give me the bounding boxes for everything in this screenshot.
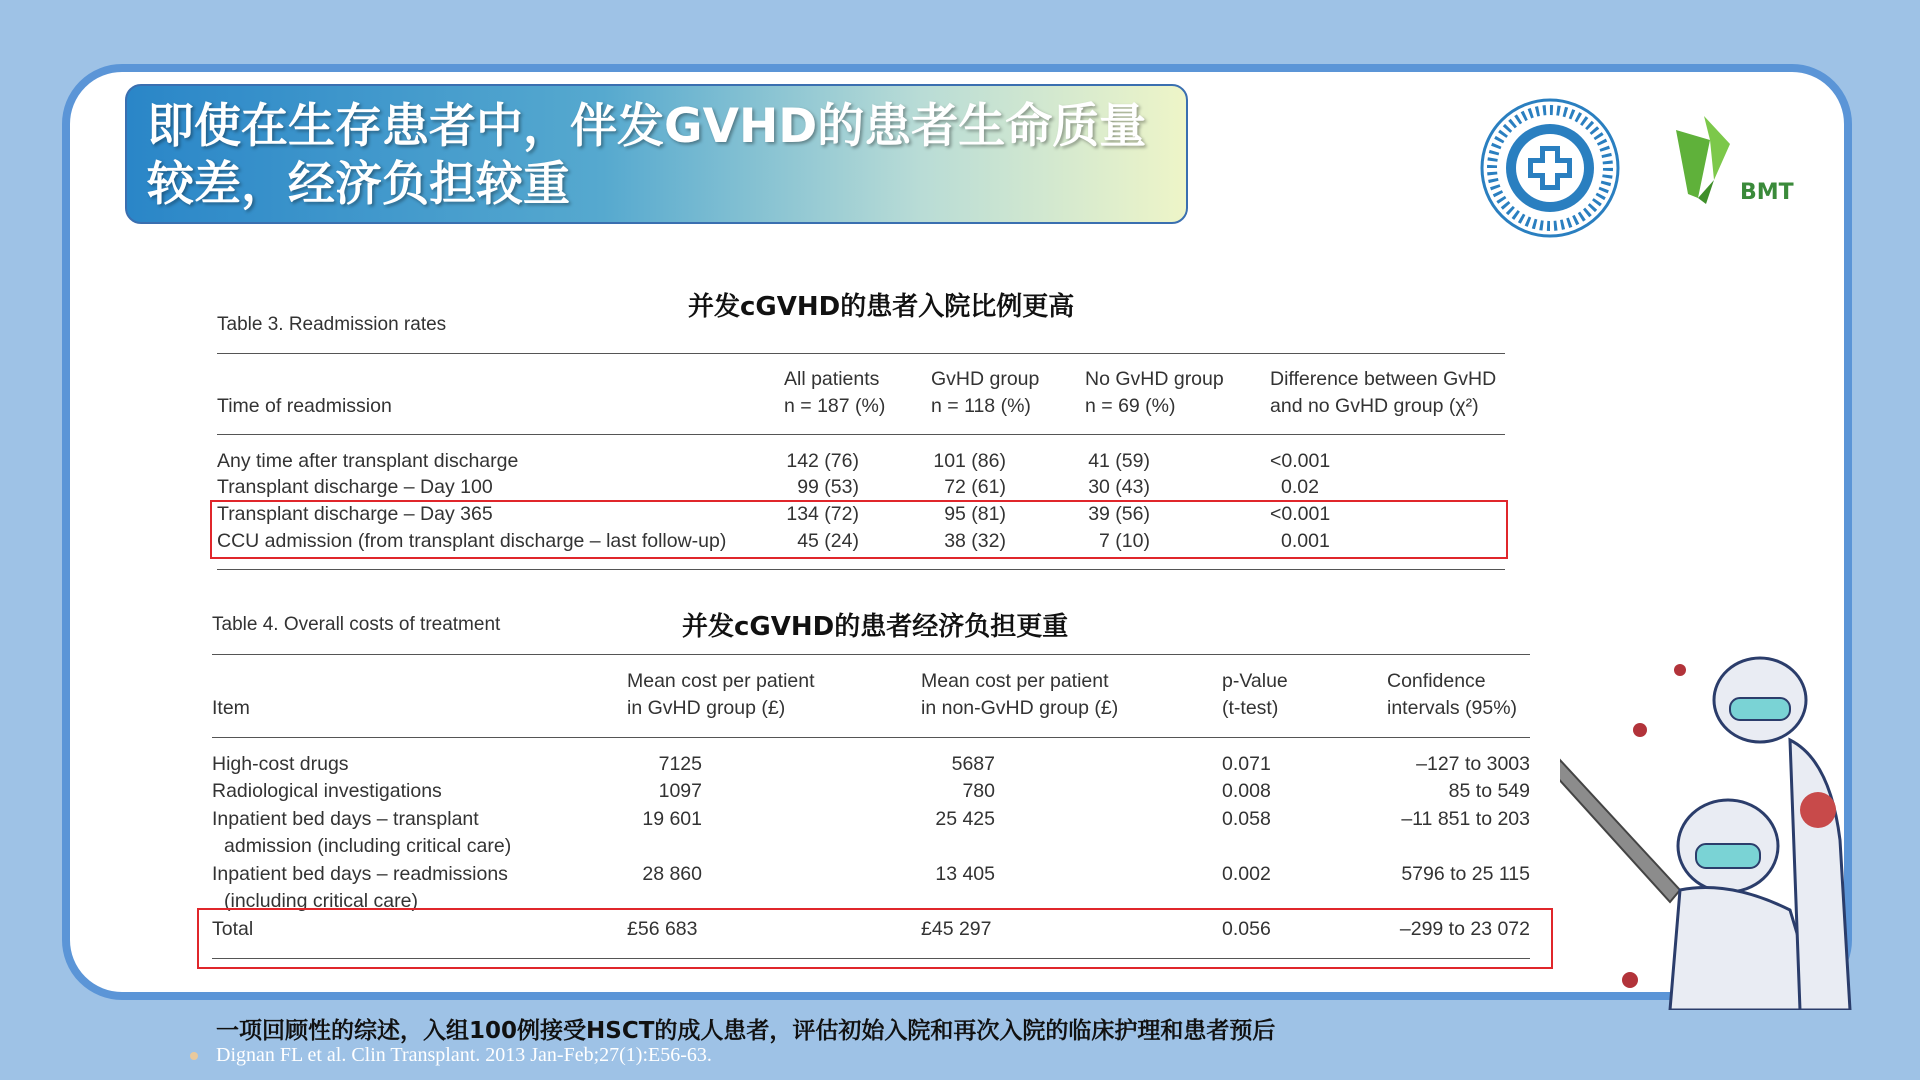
table3-row2-diff: 0.02 xyxy=(1281,476,1319,498)
citation-bullet-icon xyxy=(190,1052,198,1060)
footer-note: 一项回顾性的综述，入组100例接受HSCT的成人患者，评估初始入院和再次入院的临床护理和患者预后 xyxy=(216,1018,1276,1044)
table3-row3-label: Transplant discharge – Day 365 xyxy=(217,503,493,525)
table4-row3-item-cont: admission (including critical care) xyxy=(224,835,512,857)
table3-row1-label: Any time after transplant discharge xyxy=(217,450,519,472)
table4-row5-ci: –299 to 23 072 xyxy=(1399,918,1530,940)
table4-header-gvhd-l2: in GvHD group (£) xyxy=(627,697,786,719)
table3-row2-label: Transplant discharge – Day 100 xyxy=(217,476,493,498)
table3-header-nogvhd-l1: No GvHD group xyxy=(1085,368,1224,390)
table3-row4-label: CCU admission (from transplant discharge – last follow-up) xyxy=(217,530,727,552)
table3-header-time: Time of readmission xyxy=(217,395,392,417)
table3-row4-all: 45 (24) xyxy=(797,530,859,552)
table4-row1-p: 0.071 xyxy=(1222,753,1271,775)
table4-row2-gvhd: 1097 xyxy=(658,780,702,802)
table3-header-all-l1: All patients xyxy=(784,368,880,390)
table4-row4-item: Inpatient bed days – readmissions xyxy=(212,863,508,885)
table4-heading: 并发cGVHD的患者经济负担更重 xyxy=(682,612,1069,642)
slide-title-line-2: 较差，经济负担较重 xyxy=(147,157,570,212)
table4-row2-p: 0.008 xyxy=(1222,780,1271,802)
table4-header-p-l2: (t-test) xyxy=(1222,697,1279,719)
table4-row3-gvhd: 19 601 xyxy=(642,808,702,830)
table4-row4-gvhd: 28 860 xyxy=(642,863,702,885)
table4-row2-ci: 85 to 549 xyxy=(1448,780,1530,802)
table3-row4-diff: 0.001 xyxy=(1281,530,1330,552)
table4-highlight-box xyxy=(197,908,1553,969)
table4-row1-gvhd: 7125 xyxy=(658,753,702,775)
table3-row3-gvhd: 95 (81) xyxy=(944,503,1006,525)
table3-row2-gvhd: 72 (61) xyxy=(944,476,1006,498)
table4-row5-p: 0.056 xyxy=(1222,918,1271,940)
table4-header-non-l1: Mean cost per patient xyxy=(921,670,1109,692)
bmt-logo-text: BMT xyxy=(1740,180,1794,205)
table3-row2-all: 99 (53) xyxy=(797,476,859,498)
table4-row4-p: 0.002 xyxy=(1222,863,1271,885)
table4-header-p-l1: p-Value xyxy=(1222,670,1288,692)
table4-header-item: Item xyxy=(212,697,250,719)
table3-row1-all: 142 (76) xyxy=(786,450,859,472)
table3-header-all-l2: n = 187 (%) xyxy=(784,395,886,417)
table3-row3-diff: <0.001 xyxy=(1270,503,1331,525)
table3-row4-gvhd: 38 (32) xyxy=(944,530,1006,552)
table4-row3-ci: –11 851 to 203 xyxy=(1401,808,1530,830)
slide-title-line-1: 即使在生存患者中，伴发GVHD的患者生命质量 xyxy=(147,99,1147,154)
medical-staff-illustration-icon xyxy=(1560,640,1860,1010)
table3-row1-diff: <0.001 xyxy=(1270,450,1331,472)
table4-row1-ci: –127 to 3003 xyxy=(1416,753,1530,775)
table3-caption: Table 3. Readmission rates xyxy=(217,314,447,335)
table3-row3-nogvhd: 39 (56) xyxy=(1088,503,1150,525)
citation: Dignan FL et al. Clin Transplant. 2013 Jan-Feb;27(1):E56-63. xyxy=(216,1044,712,1066)
table4-row3-p: 0.058 xyxy=(1222,808,1271,830)
table4-row3-non: 25 425 xyxy=(935,808,995,830)
table4-row5-non: £45 297 xyxy=(921,918,992,940)
table3-heading: 并发cGVHD的患者入院比例更高 xyxy=(688,292,1075,322)
table3-header-diff-l1: Difference between GvHD xyxy=(1270,368,1497,390)
table4-row3-item: Inpatient bed days – transplant xyxy=(212,808,479,830)
table4-row1-non: 5687 xyxy=(951,753,995,775)
table4-row4-ci: 5796 to 25 115 xyxy=(1401,863,1530,885)
table4-header-non-l2: in non-GvHD group (£) xyxy=(921,697,1119,719)
table3-bottom-rule xyxy=(217,569,1505,570)
table3-row3-all: 134 (72) xyxy=(786,503,859,525)
table4-row5-item: Total xyxy=(212,918,254,940)
table3-row2-nogvhd: 30 (43) xyxy=(1088,476,1150,498)
table3-header-gvhd-l1: GvHD group xyxy=(931,368,1040,390)
table4-header-ci-l1: Confidence xyxy=(1387,670,1486,692)
table3-header-rule xyxy=(217,434,1505,435)
table4-row1-item: High-cost drugs xyxy=(212,753,349,775)
table4-row5-gvhd: £56 683 xyxy=(627,918,698,940)
hospital-logo-icon xyxy=(1478,96,1622,240)
table4-bottom-rule xyxy=(212,958,1530,959)
table3-header-gvhd-l2: n = 118 (%) xyxy=(931,395,1031,417)
table3-top-rule xyxy=(217,353,1505,354)
table3-highlight-box xyxy=(210,500,1508,559)
table3-row1-nogvhd: 41 (59) xyxy=(1088,450,1150,472)
table4-top-rule xyxy=(212,654,1530,655)
table3-row4-nogvhd: 7 (10) xyxy=(1099,530,1150,552)
table4-row2-item: Radiological investigations xyxy=(212,780,442,802)
table3-header-diff-l2: and no GvHD group (χ²) xyxy=(1270,395,1479,417)
slide-title-box xyxy=(125,84,1188,224)
table4-caption: Table 4. Overall costs of treatment xyxy=(212,614,501,635)
table3-row1-gvhd: 101 (86) xyxy=(933,450,1006,472)
table4-header-ci-l2: intervals (95%) xyxy=(1387,697,1518,719)
table4-header-gvhd-l1: Mean cost per patient xyxy=(627,670,815,692)
table3-header-nogvhd-l2: n = 69 (%) xyxy=(1085,395,1176,417)
table4-row4-non: 13 405 xyxy=(935,863,995,885)
table4-row4-item-cont: (including critical care) xyxy=(224,890,418,912)
table4-header-rule xyxy=(212,737,1530,738)
table4-row2-non: 780 xyxy=(962,780,995,802)
